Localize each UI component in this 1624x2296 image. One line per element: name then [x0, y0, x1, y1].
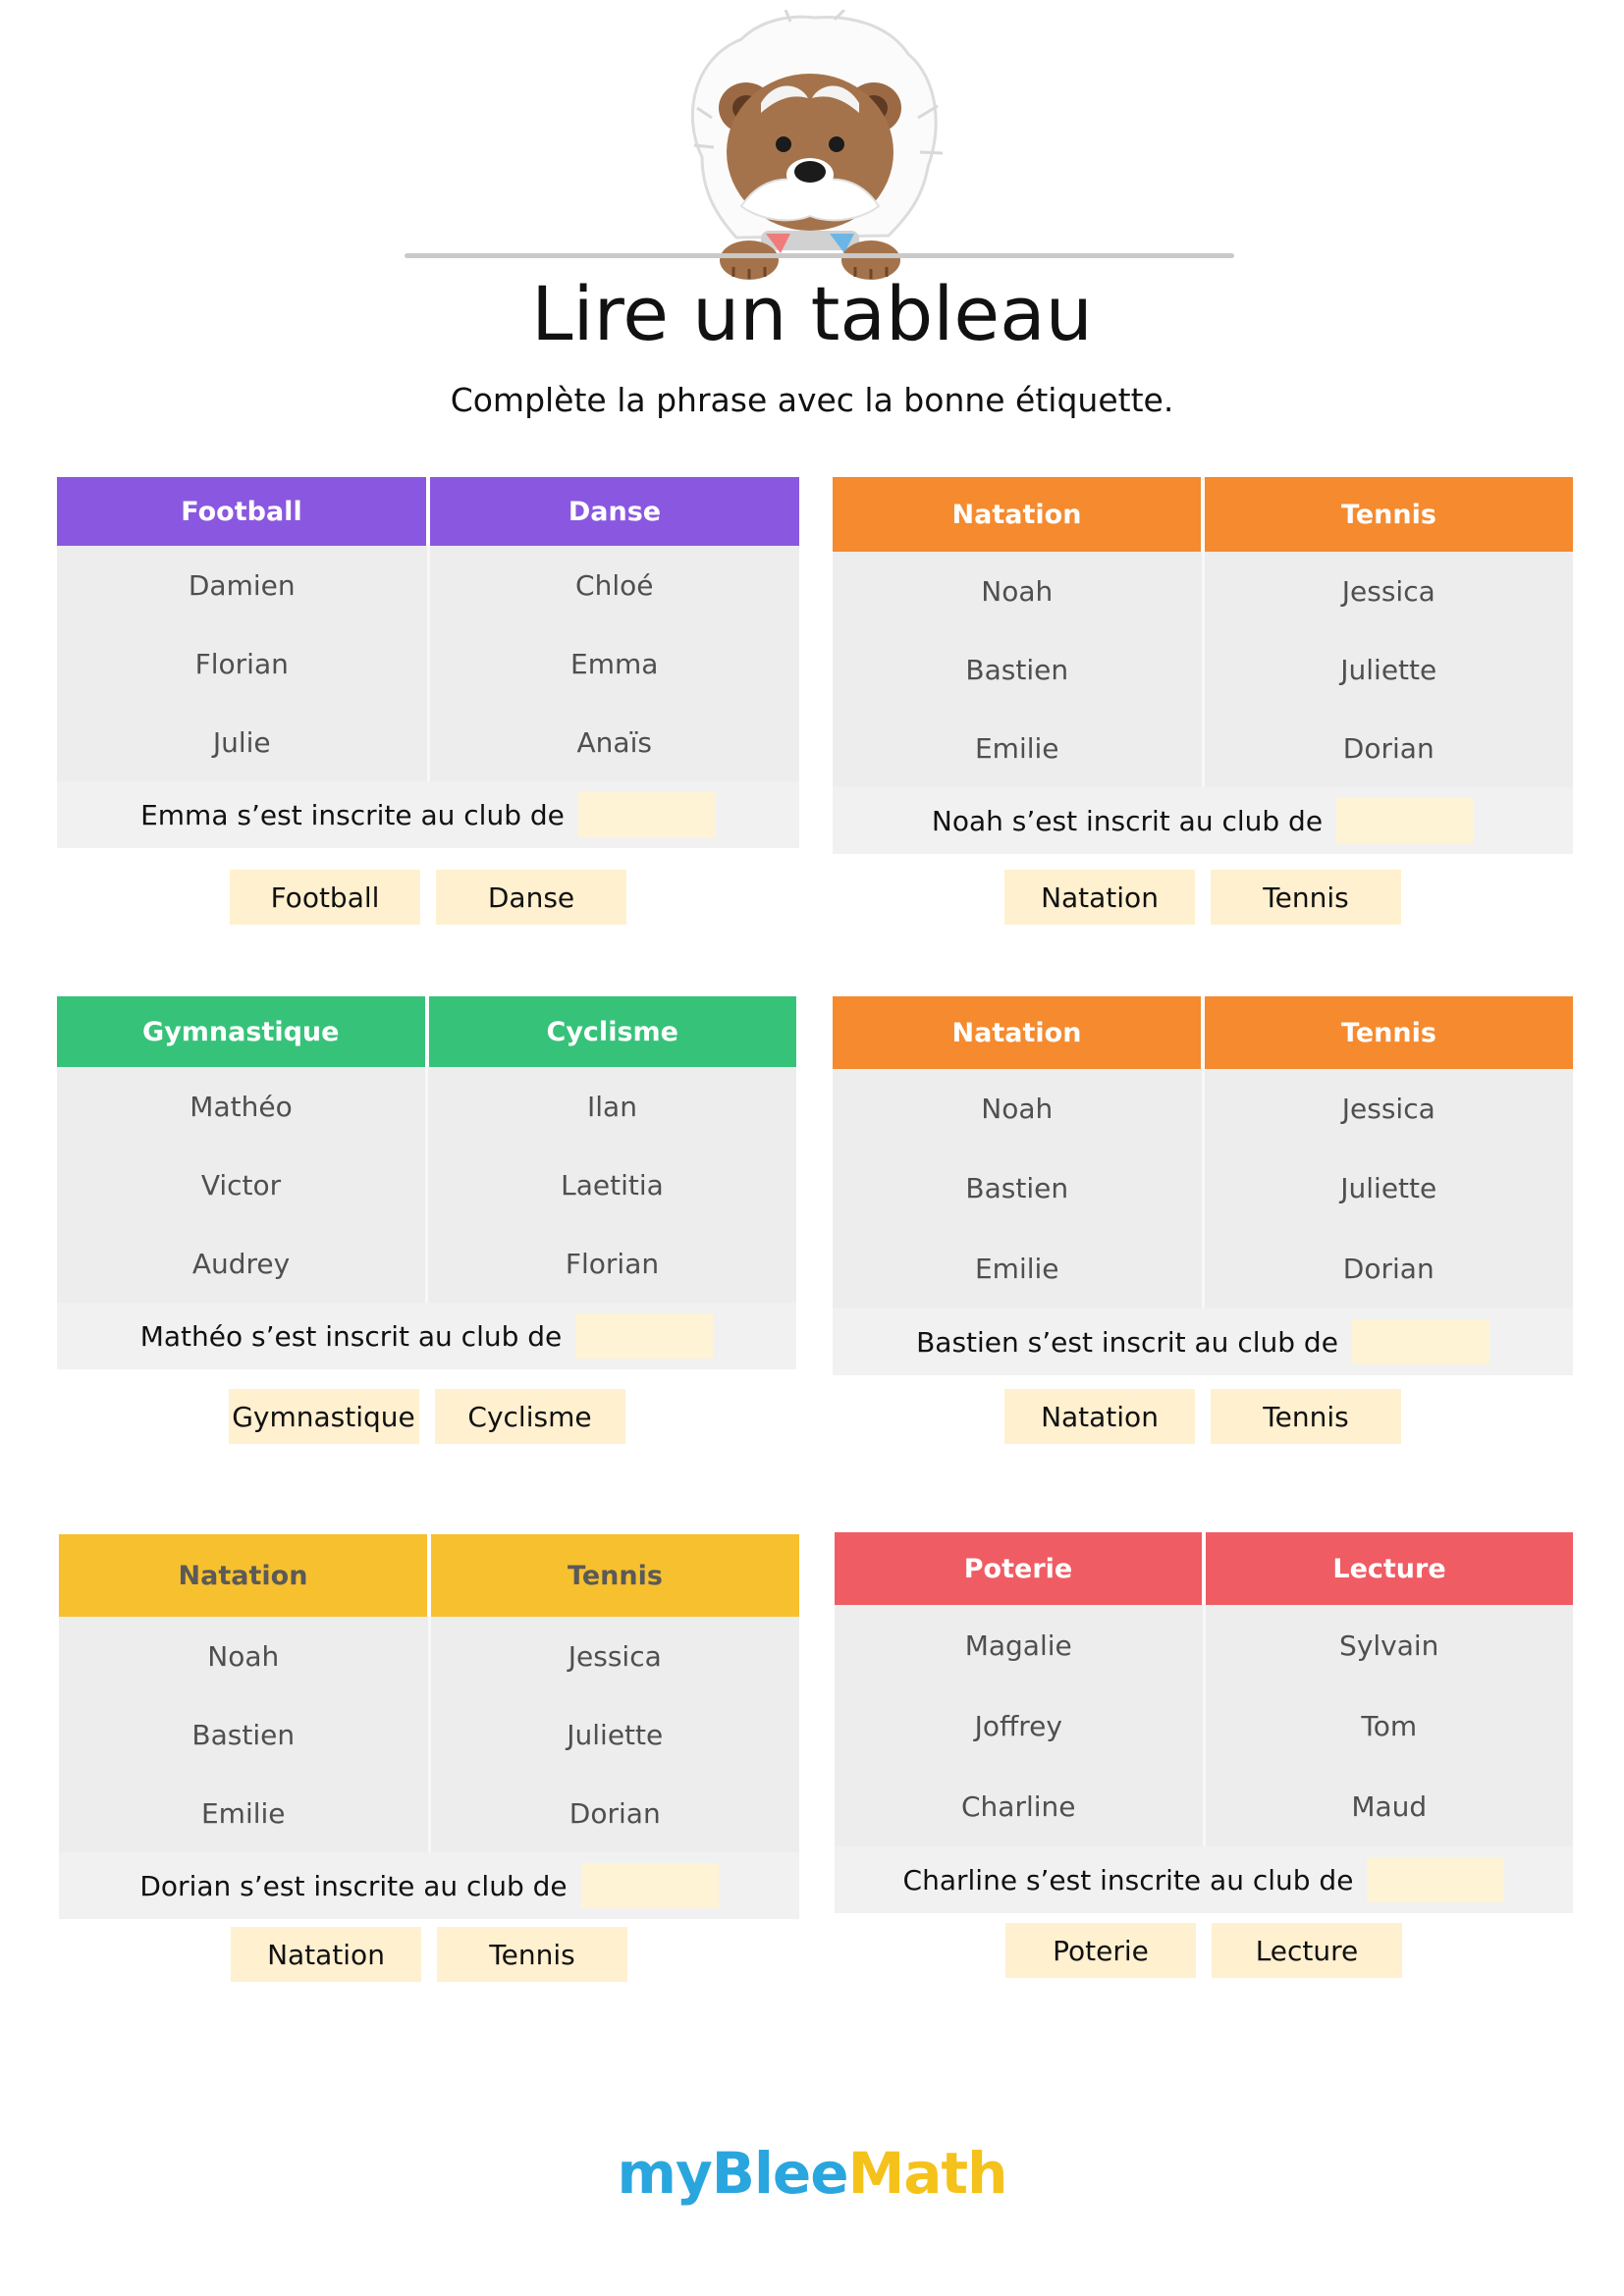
- table-cell: Bastien: [965, 653, 1069, 686]
- table-cell: Noah: [981, 1093, 1054, 1126]
- label-option[interactable]: Cyclisme: [435, 1389, 625, 1444]
- myblee-math-logo: [0, 2140, 1624, 2207]
- table-cell: Noah: [981, 574, 1054, 608]
- exercise-5: [59, 1534, 799, 1971]
- table-cell: Maud: [1351, 1789, 1428, 1823]
- table-body: [835, 1605, 1573, 1846]
- table-cell: Jessica: [1341, 574, 1435, 608]
- label-option[interactable]: Football: [230, 870, 420, 925]
- label-option[interactable]: Lecture: [1212, 1923, 1402, 1978]
- page-instruction: Complète la phrase avec la bonne étiquette.: [450, 381, 1174, 419]
- table-cell: Chloé: [575, 568, 654, 602]
- exercise-4: [833, 996, 1573, 1433]
- table-cell: Bastien: [965, 1172, 1069, 1205]
- table-cell: Ilan: [587, 1090, 637, 1123]
- table-column: [57, 546, 427, 781]
- table-cell: Damien: [188, 568, 296, 602]
- table-cell: Dorian: [1342, 731, 1435, 765]
- answer-drop-zone[interactable]: [575, 1313, 713, 1359]
- table-cell: Julie: [212, 725, 271, 759]
- table-header-cell: Cyclisme: [425, 996, 797, 1067]
- label-choices: [833, 870, 1573, 925]
- page-title: Lire un tableau: [531, 270, 1093, 357]
- table-header: [57, 477, 799, 546]
- answer-drop-zone[interactable]: [581, 1863, 719, 1908]
- label-choices: [59, 1927, 799, 1982]
- table-header: [833, 477, 1573, 552]
- label-option[interactable]: Tennis: [1211, 1389, 1401, 1444]
- table-cell: Magalie: [964, 1629, 1072, 1662]
- sentence-row: [833, 1308, 1573, 1375]
- club-table: [57, 996, 796, 1303]
- sentence-row: [57, 1303, 796, 1369]
- table-cell: Emilie: [200, 1796, 286, 1830]
- table-body: [833, 552, 1573, 787]
- label-option[interactable]: Poterie: [1005, 1923, 1196, 1978]
- label-option[interactable]: Natation: [1004, 870, 1195, 925]
- sentence-text: Noah s’est inscrit au club de: [931, 804, 1324, 837]
- table-body: [833, 1069, 1573, 1308]
- table-column: [833, 552, 1202, 787]
- table-column: [59, 1617, 428, 1852]
- label-option[interactable]: Gymnastique: [229, 1389, 419, 1444]
- table-header: [835, 1532, 1573, 1605]
- club-table: [57, 477, 799, 781]
- sentence-text: Dorian s’est inscrite au club de: [139, 1869, 568, 1902]
- table-column: [428, 1617, 800, 1852]
- sentence-text: Bastien s’est inscrit au club de: [916, 1325, 1338, 1359]
- sentence-row: [59, 1852, 799, 1919]
- table-header: [59, 1534, 799, 1617]
- label-choices: [57, 1389, 796, 1444]
- table-cell: Jessica: [1341, 1093, 1435, 1126]
- table-header-cell: Tennis: [1201, 996, 1573, 1069]
- answer-drop-zone[interactable]: [1352, 1319, 1489, 1364]
- club-table: [833, 477, 1573, 787]
- table-cell: Emma: [570, 647, 659, 680]
- exercise-1: [57, 477, 799, 914]
- table-header-cell: Poterie: [835, 1532, 1202, 1605]
- table-cell: Jessica: [568, 1639, 662, 1673]
- table-cell: Emilie: [974, 1252, 1059, 1285]
- table-cell: Bastien: [191, 1718, 296, 1751]
- table-cell: Dorian: [1342, 1252, 1435, 1285]
- label-option[interactable]: Danse: [436, 870, 626, 925]
- table-cell: Noah: [207, 1639, 280, 1673]
- table-header-cell: Natation: [833, 996, 1201, 1069]
- sentence-row: [835, 1846, 1573, 1913]
- table-cell: Florian: [194, 647, 289, 680]
- sentence-row: [57, 781, 799, 848]
- exercise-3: [57, 996, 796, 1433]
- label-choices: [57, 870, 799, 925]
- table-header-cell: Tennis: [427, 1534, 799, 1617]
- label-choices: [835, 1923, 1573, 1978]
- exercise-6: [835, 1532, 1573, 1967]
- table-cell: Mathéo: [189, 1090, 293, 1123]
- table-cell: Joffrey: [974, 1709, 1062, 1742]
- answer-drop-zone[interactable]: [578, 792, 716, 837]
- table-body: [59, 1617, 799, 1852]
- table-header-cell: Danse: [426, 477, 799, 546]
- answer-drop-zone[interactable]: [1336, 798, 1474, 843]
- sentence-text: Emma s’est inscrite au club de: [140, 798, 565, 831]
- logo-part-myblee: myBlee: [617, 2140, 848, 2207]
- table-header: [57, 996, 796, 1067]
- label-option[interactable]: Natation: [1004, 1389, 1195, 1444]
- table-header-cell: Gymnastique: [57, 996, 425, 1067]
- table-cell: Charline: [961, 1789, 1076, 1823]
- table-header-cell: Lecture: [1202, 1532, 1573, 1605]
- table-cell: Florian: [565, 1247, 660, 1280]
- sentence-row: [833, 787, 1573, 854]
- answer-drop-zone[interactable]: [1367, 1857, 1504, 1902]
- logo-part-math: Math: [847, 2140, 1007, 2207]
- club-table: [835, 1532, 1573, 1846]
- label-option[interactable]: Natation: [231, 1927, 421, 1982]
- table-cell: Juliette: [1340, 1172, 1437, 1205]
- sentence-text: Charline s’est inscrite au club de: [902, 1863, 1354, 1896]
- club-table: [833, 996, 1573, 1308]
- table-cell: Tom: [1361, 1709, 1418, 1742]
- table-header-cell: Natation: [833, 477, 1201, 552]
- table-cell: Dorian: [568, 1796, 661, 1830]
- club-table: [59, 1534, 799, 1852]
- bear-mascot-illustration: [643, 10, 977, 285]
- table-column: [835, 1605, 1203, 1846]
- table-cell: Sylvain: [1339, 1629, 1439, 1662]
- table-header-cell: Natation: [59, 1534, 427, 1617]
- label-option[interactable]: Tennis: [437, 1927, 627, 1982]
- exercise-2: [833, 477, 1573, 914]
- table-body: [57, 546, 799, 781]
- table-cell: Anaïs: [576, 725, 652, 759]
- sentence-text: Mathéo s’est inscrit au club de: [139, 1319, 563, 1353]
- table-header: [833, 996, 1573, 1069]
- table-header-cell: Tennis: [1201, 477, 1573, 552]
- table-cell: Juliette: [567, 1718, 664, 1751]
- table-header-cell: Football: [57, 477, 426, 546]
- table-column: [833, 1069, 1202, 1308]
- table-cell: Audrey: [191, 1247, 291, 1280]
- label-option[interactable]: Tennis: [1211, 870, 1401, 925]
- table-cell: Laetitia: [561, 1168, 664, 1201]
- table-column: [427, 546, 800, 781]
- table-column: [1202, 1069, 1574, 1308]
- table-column: [1203, 1605, 1574, 1846]
- table-body: [57, 1067, 796, 1303]
- label-choices: [833, 1389, 1573, 1444]
- header-rule: [405, 253, 1234, 258]
- table-column: [1202, 552, 1574, 787]
- table-column: [425, 1067, 796, 1303]
- table-cell: Juliette: [1340, 653, 1437, 686]
- table-cell: Victor: [200, 1168, 282, 1201]
- table-column: [57, 1067, 425, 1303]
- table-cell: Emilie: [974, 731, 1059, 765]
